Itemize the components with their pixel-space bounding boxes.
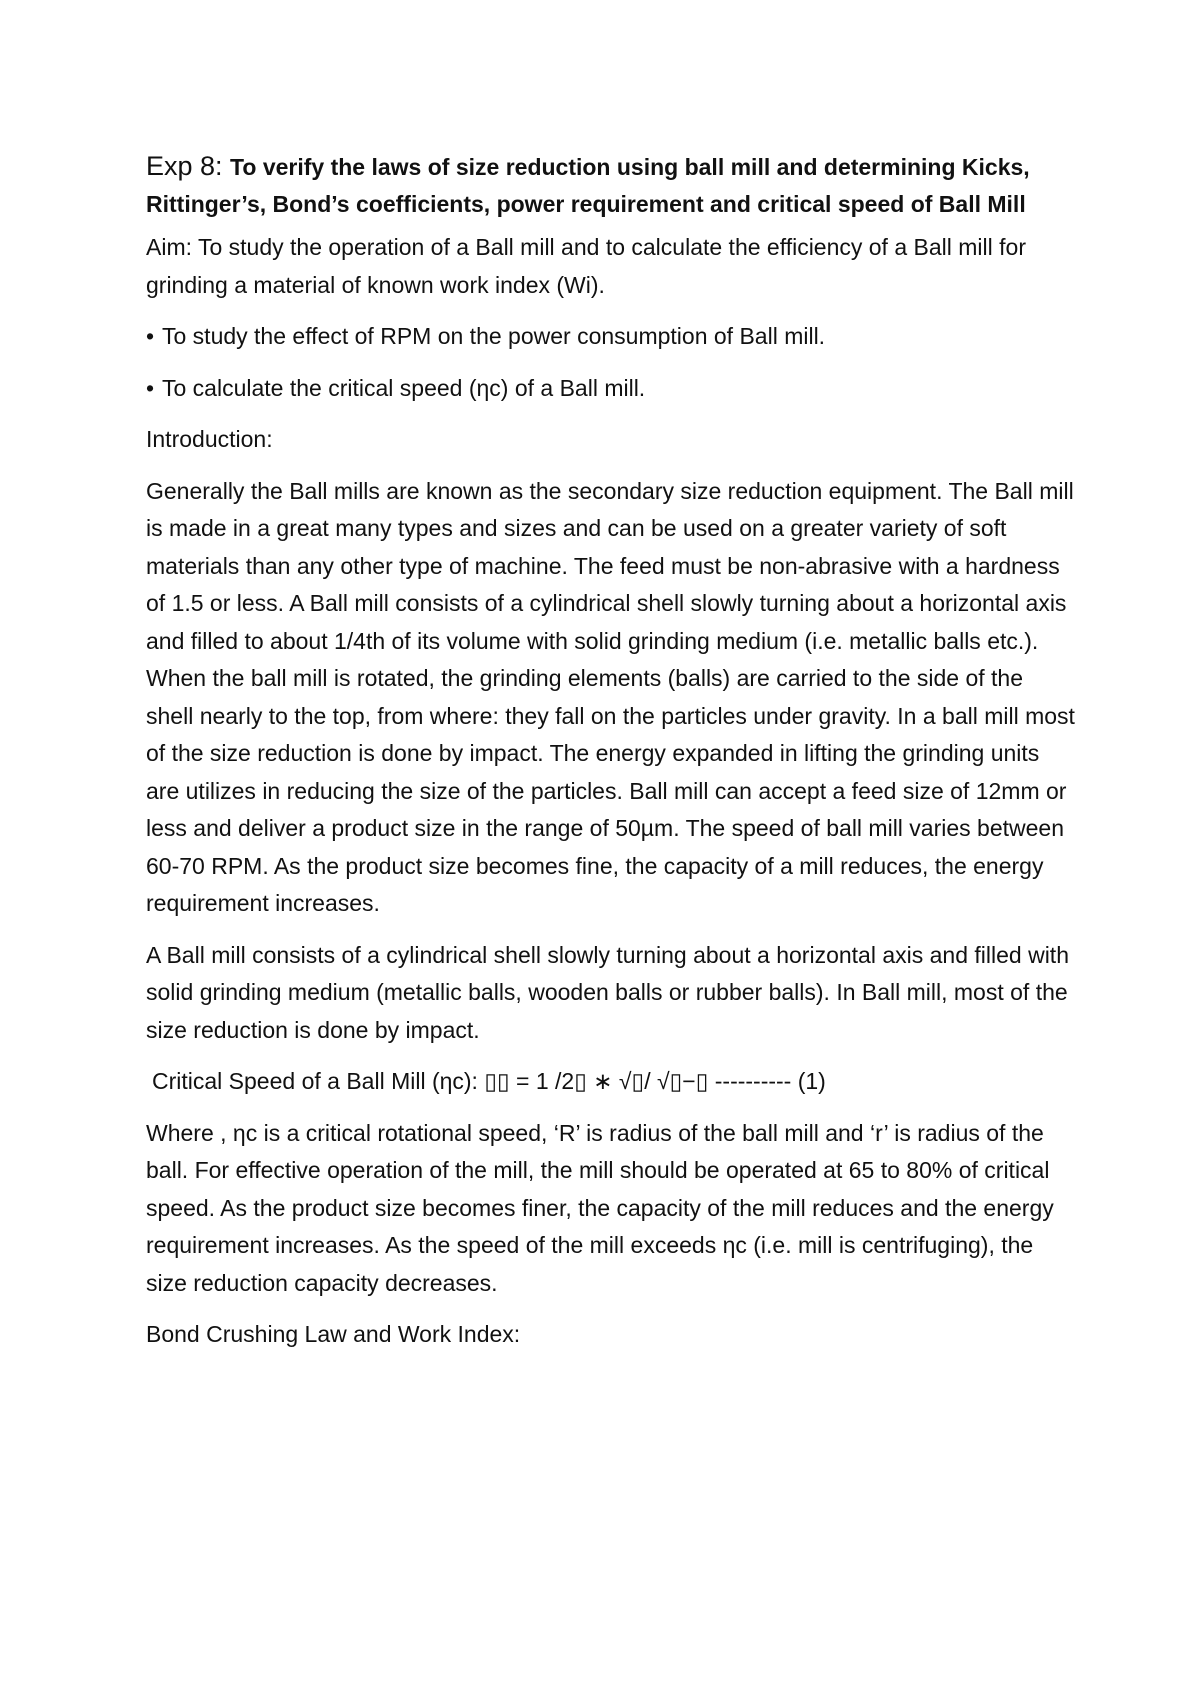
experiment-title	[146, 148, 1076, 223]
experiment-title-text: To verify the laws of size reduction using ball mill and determining Kicks, Rittinger’s, Bond’s coefficients, power requirement and critical speed of Ball Mill	[146, 154, 1030, 217]
where-paragraph: Where , ηc is a critical rotational speed, ‘R’ is radius of the ball mill and ‘r’ is radius of the ball. For effective operation of the mill, the mill should be operated at 65 to 80% of critical speed. As the product size becomes finer, the capacity of the mill reduces and the energy requirement increases. As the speed of the mill exceeds ηc (i.e. mill is centrifuging), the size reduction capacity decreases.	[146, 1119, 1054, 1296]
introduction-heading: Introduction:	[146, 426, 273, 452]
critical-speed-formula: Critical Speed of a Ball Mill (ηc): ▯▯ = 1 /2▯ ∗ √▯/ √▯−▯ ---------- (1)	[152, 1068, 826, 1094]
bullet-icon: •	[146, 323, 155, 349]
bullet-item-critical-speed	[146, 370, 1076, 408]
aim-paragraph: Aim: To study the operation of a Ball mill and to calculate the efficiency of a Ball mill for grinding a material of known work index (Wi).	[146, 234, 1026, 298]
bullet-text: To calculate the critical speed (ηc) of a Ball mill.	[162, 374, 646, 401]
document-page	[146, 148, 1076, 1368]
experiment-number: Exp 8:	[146, 151, 231, 181]
introduction-paragraph: Generally the Ball mills are known as the secondary size reduction equipment. The Ball mill is made in a great many types and sizes and can be used on a greater variety of soft materials than any other type of machine. The feed must be non-abrasive with a hardness of 1.5 or less. A Ball mill consists of a cylindrical shell slowly turning about a horizontal axis and filled to about 1/4th of its volume with solid grinding medium (i.e. metallic balls etc.). When the ball mill is rotated, the grinding elements (balls) are carried to the side of the shell nearly to the top, from where: they fall on the particles under gravity. In a ball mill most of the size reduction is done by impact. The energy expanded in lifting the grinding units are utilizes in reducing the size of the particles. Ball mill can accept a feed size of 12mm or less and deliver a product size in the range of 50µm. The speed of ball mill varies between 60-70 RPM. As the product size becomes fine, the capacity of a mill reduces, the energy requirement increases.	[146, 477, 1075, 916]
bullet-text: To study the effect of RPM on the power consumption of Ball mill.	[162, 323, 826, 349]
bullet-item-rpm	[146, 318, 1076, 356]
bond-law-heading: Bond Crushing Law and Work Index:	[146, 1321, 521, 1347]
ball-mill-paragraph: A Ball mill consists of a cylindrical shell slowly turning about a horizontal axis and filled with solid grinding medium (metallic balls, wooden balls or rubber balls). In Ball mill, most of the size reduction is done by impact.	[146, 941, 1069, 1043]
bullet-icon: •	[146, 374, 155, 401]
